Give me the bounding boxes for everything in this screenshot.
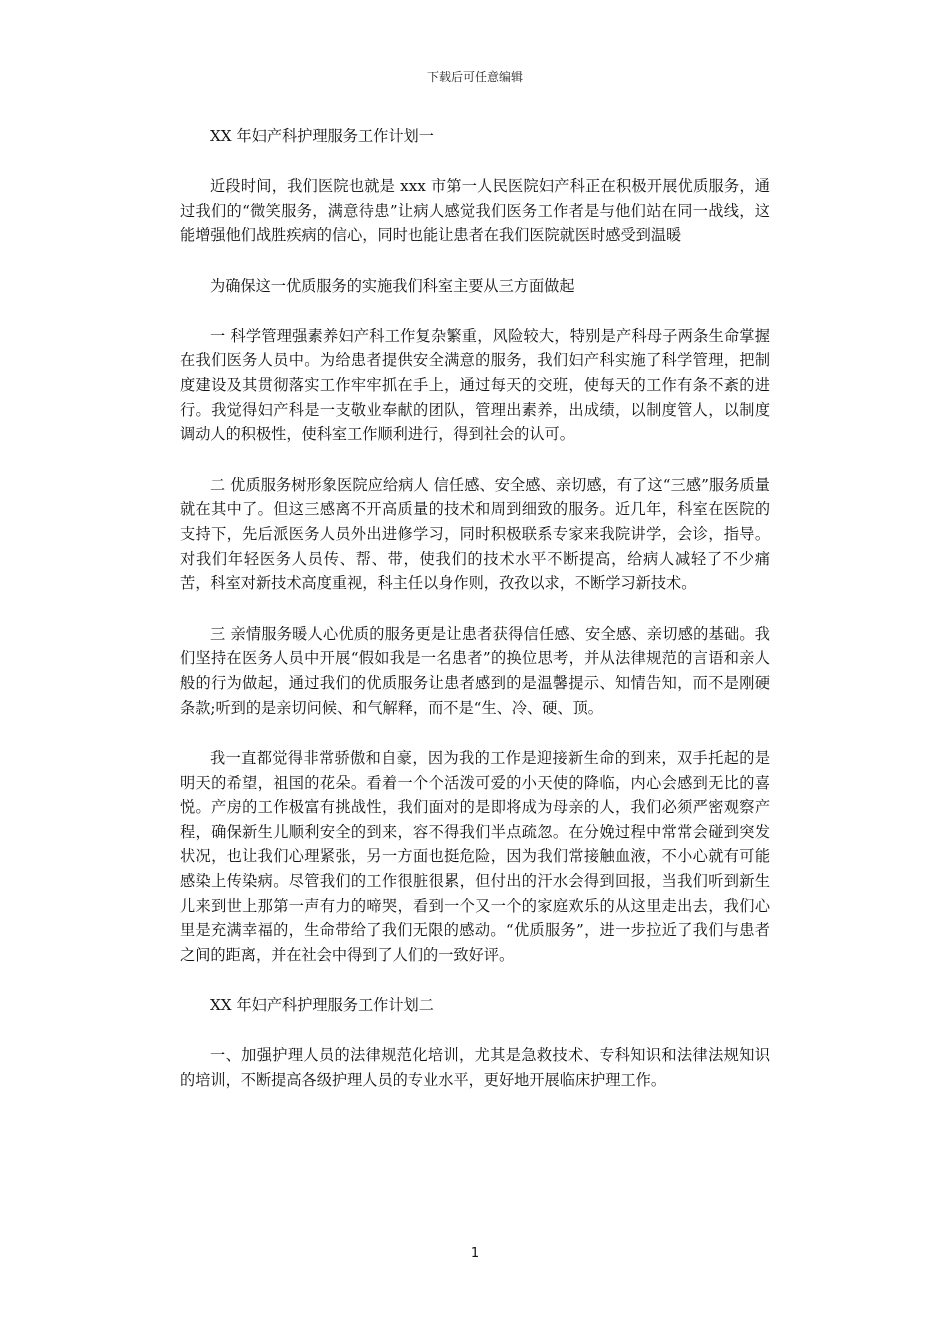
page-header-note: 下载后可任意编辑 xyxy=(426,70,523,84)
paragraph-management: 一 科学管理强素养妇产科工作复杂繁重，风险较大，特别是产科母子两条生命掌握在我们医务人员中。为给患者提供安全满意的服务，我们妇产科实施了科学管理，把制度建设及其贯彻落实工作牢牢抓在手上，通过每天的交班，使每天的工作有条不紊的进行。我觉得妇产科是一支敬业奉献的团队，管理出素养，出成绩，以制度管人，以制度调动人的积极性，使科室工作顺利进行，得到社会的认可。 xyxy=(180,326,770,444)
paragraph-training: 一、加强护理人员的法律规范化培训，尤其是急救技术、专科知识和法律法规知识的培训，不断提高各级护理人员的专业水平，更好地开展临床护理工作。 xyxy=(180,1046,770,1090)
page-number: 1 xyxy=(470,1246,480,1261)
paragraph-quality-service: 二 优质服务树形象医院应给病人 信任感、安全感、亲切感，有了这“三感”服务质量就在其中了。但这三感离不开高质量的技术和周到细致的服务。近几年，科室在医院的支持下，先后派医务人员外出进修学习，同时积极联系专家来我院讲学，会诊，指导。对我们年轻医务人员传、帮、带，使我们的技术水平不断提高，给病人减轻了不少痛苦，科室对新技术高度重视，科主任以身作则，孜孜以求，不断学习新技术。 xyxy=(180,475,770,593)
paragraph-intro: 近段时间，我们医院也就是 xxx 市第一人民医院妇产科正在积极开展优质服务，通过我们的“微笑服务，满意待患”让病人感觉我们医务工作者是与他们站在同一战线，这能增强他们战胜疾病的信心，同时也能让患者在我们医院就医时感受到温暖 xyxy=(180,177,770,245)
paragraph-personal-reflection: 我一直都觉得非常骄傲和自豪，因为我的工作是迎接新生命的到来，双手托起的是明天的希望，祖国的花朵。看着一个个活泼可爱的小天使的降临，内心会感到无比的喜悦。产房的工作极富有挑战性，我们面对的是即将成为母亲的人，我们必须严密观察产程，确保新生儿顺利安全的到来，容不得我们半点疏忽。在分娩过程中常常会碰到突发状况，也让我们心理紧张，另一方面也挺危险，因为我们常接触血液，不小心就有可能感染上传染病。尽管我们的工作很脏很累，但付出的汗水会得到回报，当我们听到新生儿来到世上那第一声有力的啼哭，看到一个又一个的家庭欢乐的从这里走出去，我们心里是充满幸福的，生命带给了我们无限的感动。“优质服务”，进一步拉近了我们与患者之间的距离，并在社会中得到了人们的一致好评。 xyxy=(180,749,770,964)
section-title-plan-two: XX 年妇产科护理服务工作计划二 xyxy=(210,996,434,1015)
paragraph-caring-service: 三 亲情服务暖人心优质的服务更是让患者获得信任感、安全感、亲切感的基础。我们坚持在医务人员中开展“假如我是一名患者”的换位思考，并从法律规范的言语和亲人般的行为做起，通过我们的优质服务让患者感到的是温馨提示、知情告知，而不是刚硬条款;听到的是亲切问候、和气解释，而不是“生、冷、硬、顶。 xyxy=(180,624,770,717)
paragraph-three-aspects: 为确保这一优质服务的实施我们科室主要从三方面做起 xyxy=(210,276,575,295)
section-title-plan-one: XX 年妇产科护理服务工作计划一 xyxy=(210,127,434,145)
document-body xyxy=(180,124,770,1093)
